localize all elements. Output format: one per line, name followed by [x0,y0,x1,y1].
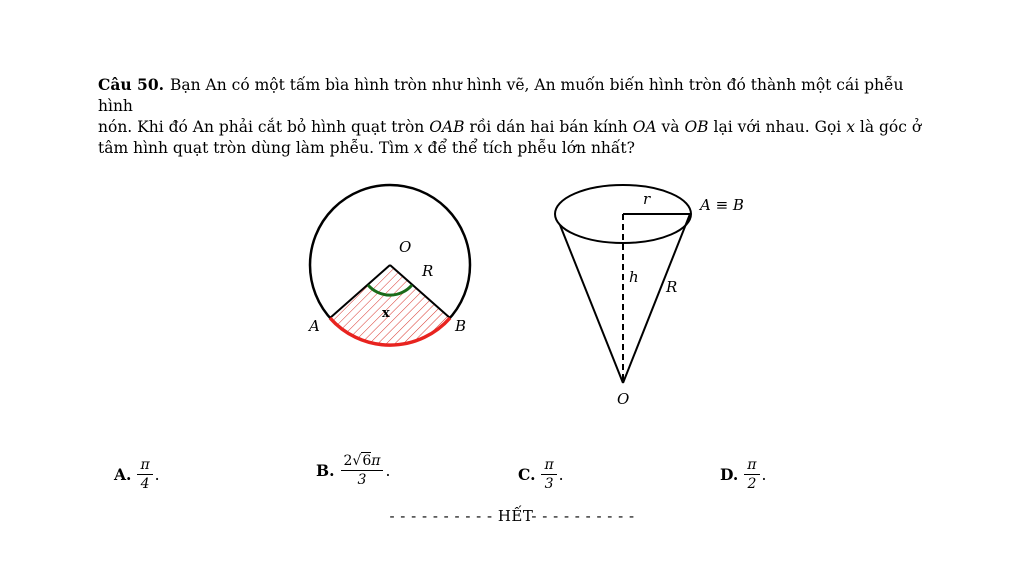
label-AB-cone: A ≡ B [700,196,744,214]
answer-d[interactable]: D. $\frac{\pi}{2}$ . [720,457,767,492]
label-r-cone: r [643,190,651,208]
fraction-d: $\frac{\pi}{2}$ [744,456,759,493]
question-line-1: Câu 50. Bạn An có một tấm bìa hình tròn như hình vẽ, An muốn biến hình tròn đó thành một cái phễu hình [98,75,904,115]
answer-b[interactable]: B. $\frac{2√6\pi}{3}$ . [316,453,391,488]
answer-c[interactable]: C. $\frac{\pi}{3}$ . [518,457,564,492]
label-x-circle: x [382,306,390,321]
end-marker: - - - - - - - - - - HẾT- - - - - - - - - - [389,507,635,525]
cone-left-slant [560,225,623,383]
answer-a[interactable]: A. $\frac{\pi}{4}$ . [114,457,160,492]
label-h-cone: h [629,268,639,286]
question-line-2: nón. Khi đó An phải cắt bỏ hình quạt tròn OAB rồi dán hai bán kính OA và OB lại với nhau. Gọi x là góc ở [98,118,922,136]
fraction-c: $\frac{\pi}{3}$ [541,456,556,493]
fraction-a: $\frac{\pi}{4}$ [137,456,152,493]
label-R-circle: R [422,262,434,280]
fraction-b: $\frac{2√6\pi}{3}$ [341,452,384,489]
label-O-cone: O [617,390,630,408]
label-O-circle: O [399,238,412,256]
answer-choices [0,450,1024,500]
label-A-circle: A [309,317,320,335]
question-label: Câu 50. [98,75,165,94]
question-line-3: tâm hình quạt tròn dùng làm phễu. Tìm x để thể tích phễu lớn nhất? [98,139,635,157]
label-B-circle: B [455,317,467,335]
label-R-cone: R [666,278,678,296]
